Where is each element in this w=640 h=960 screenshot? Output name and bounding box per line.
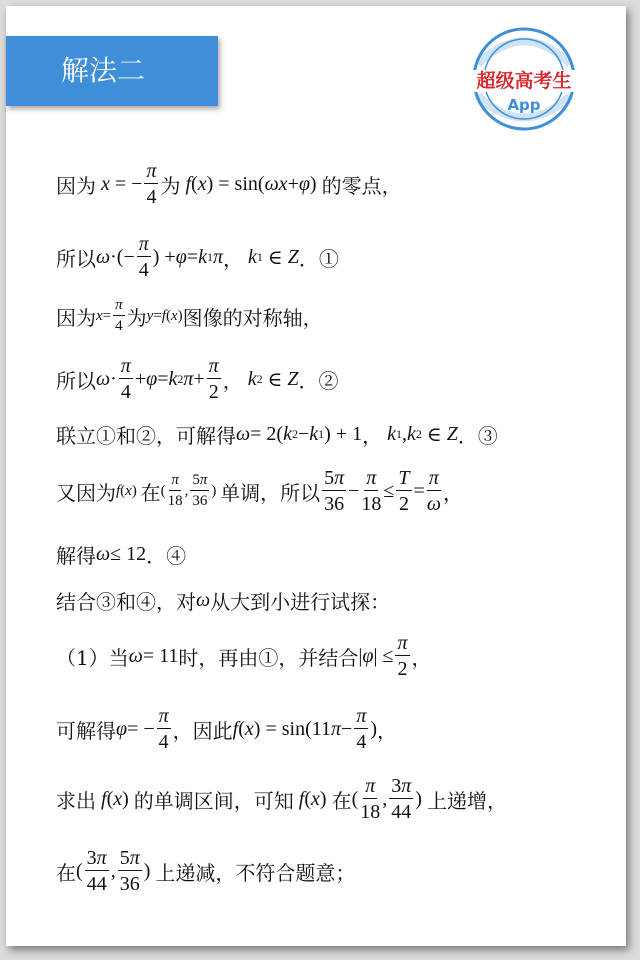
line-5: 联立①和②，可解得 ω = 2( k 2 − k 1 ) + 1 ， k 1 , k 2 ∈ Z ．③ — [56, 423, 498, 448]
document-page — [6, 6, 626, 946]
line-4: 所以 ω · $\frac{\pi}{4}$ + φ = k 2 π + $\frac{\pi}{2}$ ， k 2 ∈ Z ．② — [56, 355, 339, 403]
super-candidates-logo — [464, 24, 584, 134]
line-10: 可解得 φ = − $\frac{\pi}{4}$ ，因此 f ( x ) = sin(11 π − $\frac{\pi}{4}$ ) ， — [56, 705, 398, 753]
line-12: 在 ( $\frac{3\pi}{44}$ , $\frac{5\pi}{36}$ ) 上递减，不符合题意； — [56, 847, 356, 895]
line-1: 因为 x = − $\frac{\pi}{4}$ 为 f ( x ) = sin( ωx + φ ) 的零点， — [56, 160, 402, 208]
line-7: 解得 ω ≤ 12 ．④ — [56, 543, 187, 568]
line-6: 又因为 f ( x ) 在 ( $\frac{\pi}{18}$ , $\frac{5\pi}{36}$ ) 单调，所以 $\frac{5\pi}{36}$ − $\frac{\pi}{18}$ ≤ $\frac{T}{2}$ = $\frac{\pi}{\omega}$ ， — [56, 467, 463, 515]
logo-app-text: App — [507, 96, 541, 114]
logo-brand-text: 超级高考生 — [476, 70, 572, 92]
line-8: 结合③和④，对 ω 从大到小进行试探： — [56, 589, 391, 614]
line-3: 因为 x = $\frac{\pi}{4}$ 为 y = f ( x ) 图像的对称轴， — [56, 297, 323, 334]
method-banner: 解法二 — [6, 36, 218, 106]
line-11: 求出 f ( x ) 的单调区间，可知 f ( x ) 在 ( $\frac{\pi}{18}$ , $\frac{3\pi}{44}$ ) 上递增， — [56, 775, 507, 823]
line-9: （1）当 ω = 11 时，再由①，并结合 | φ | ≤ $\frac{\pi}{2}$ ， — [56, 632, 432, 680]
line-2: 所以 ω ·(− $\frac{\pi}{4}$ ) + φ = k 1 π ， k 1 ∈ Z ．① — [56, 233, 339, 281]
